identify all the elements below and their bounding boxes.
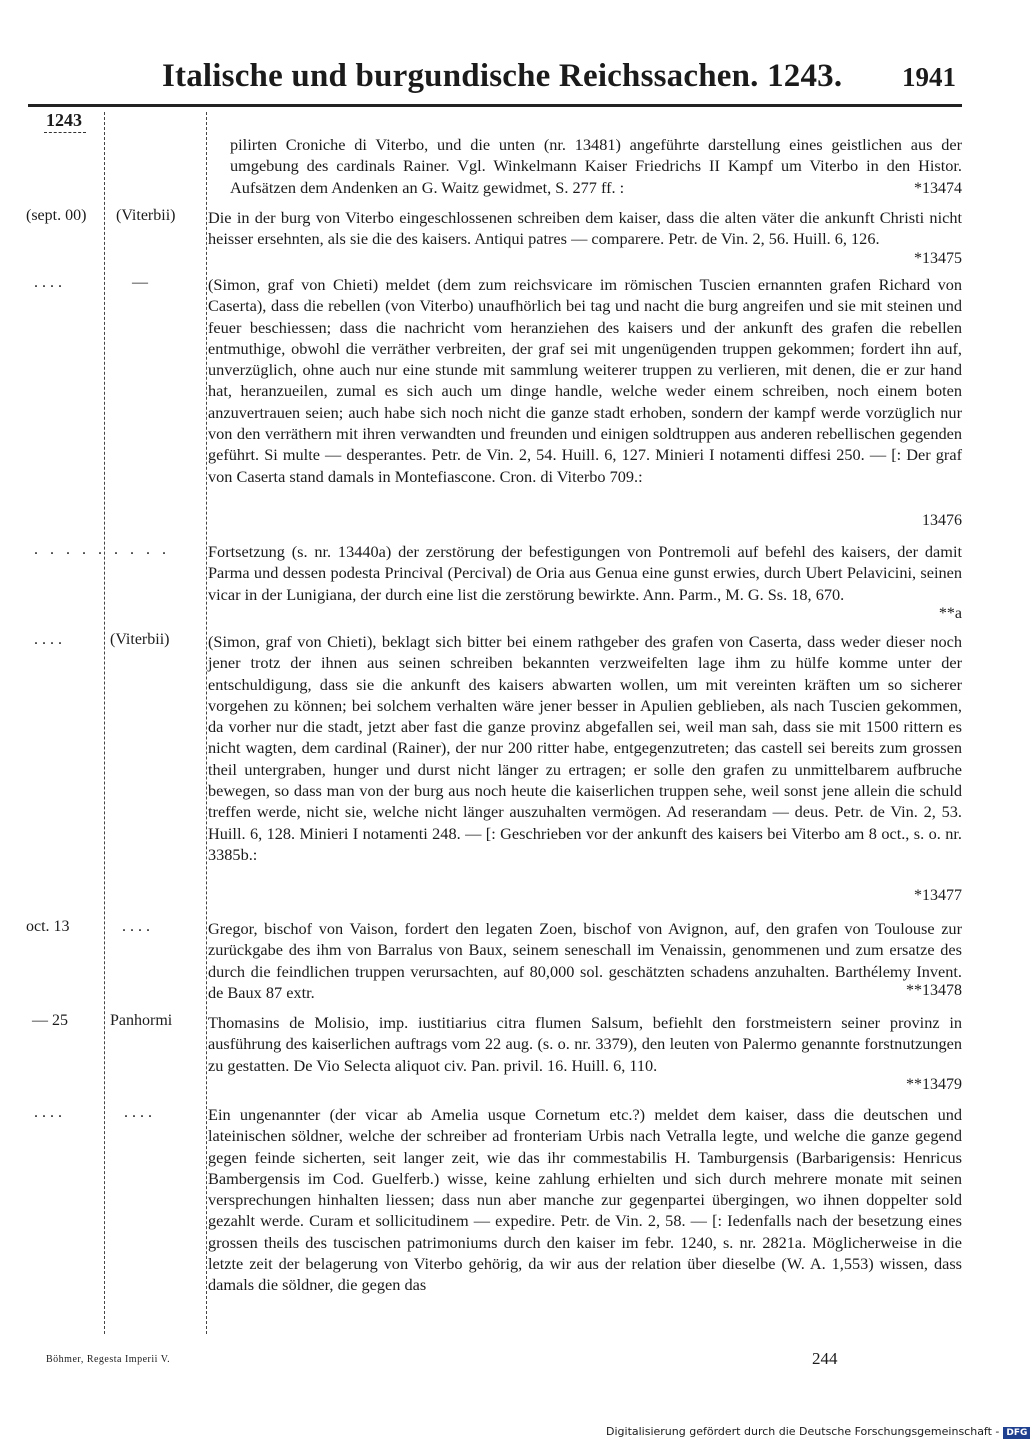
entry-place: Panhormi bbox=[110, 1012, 173, 1029]
entry-text: Thomasins de Molisio, imp. iustitiarius citra flumen Salsum, befiehlt den forstmeistern seiner provinz in ausführung des kaiserlichen auftrags vom 22 aug. (s. o. nr. 3379), den leuten von Palermo genannte forstnutzungen zu gestatten. De Vio Selecta aliquot civ. Pan. privil. 16. Huill. 6, 110. bbox=[208, 1013, 962, 1075]
entry-number: *13475 bbox=[914, 250, 962, 267]
header-rule bbox=[28, 104, 962, 107]
entry-text: pilirten Croniche di Viterbo, und die unten (nr. 13481) angeführte darstellung eines geistlichen aus der umgebung des cardinals Rainer. Vgl. Winkelmann Kaiser Friedrichs II Kampf um Viterbo in den Histor. Aufsätzen dem Andenken an G. Waitz gewidmet, S. 277 ff. : bbox=[230, 135, 962, 197]
entry-place: — bbox=[132, 274, 148, 291]
entry-date: . . . . bbox=[34, 1104, 62, 1121]
entry-number: 13476 bbox=[922, 512, 962, 529]
entry-number: *13477 bbox=[914, 887, 962, 904]
entry-place: (Viterbii) bbox=[116, 207, 176, 224]
entry-date: — 25 bbox=[32, 1012, 68, 1029]
entry-place: . . . . bbox=[124, 1104, 152, 1121]
entry-date: . . . . bbox=[34, 631, 62, 648]
entry-number: **13478 bbox=[906, 982, 962, 999]
entry-date: oct. 13 bbox=[26, 918, 70, 935]
entry-date: . . . . bbox=[34, 274, 62, 291]
entry-date: (sept. 00) bbox=[26, 207, 87, 224]
entry-text: Gregor, bischof von Vaison, fordert den legaten Zoen, bischof von Avignon, auf, den grafen von Toulouse zur zurückgabe des ihm von Barralus von Baux, seinem seneschall im Venaissin, genommenen und zum ersatze des durch die feindlichen truppen verursachten, auf 80,000 sol. geschätzten schadens anzuhalten. Barthélemy Invent. de Baux 87 extr. bbox=[208, 919, 962, 1002]
footer-page-number: 244 bbox=[812, 1349, 838, 1368]
dfg-logo: DFG bbox=[1003, 1427, 1030, 1439]
entry-place: . . . . bbox=[122, 918, 150, 935]
entry-number: **a bbox=[938, 605, 962, 622]
entry-text: Ein ungenannter (der vicar ab Amelia usque Cornetum etc.?) meldet dem kaiser, dass die deutschen und lateinischen söldner, welche der schreiber ad fronteriam Urbis nach Vetralla legte, und welche die ganze gegend gegen feinde sicherten, seit langer zeit, wie das ihr commestabilis H. Tamburgensis (Barbarigensis: Henricus Bambergensis im Cod. Guelferb.) wisse, keine zahlung erhielten und sich durch mehrere monate mit seinen versprechungen hinhalten liessen; dass nun aber manche zur gegenpartei übergingen, wo ihnen doppelter sold gezahlt werde. Curam et sollicitudinem — expedire. Petr. de Vin. 2, 58. — [: Iedenfalls nach der besetzung eines grossen theils des tuscischen patrimoniums durch den kaiser im febr. 1240, s. nr. 2821a. Möglicherweise in die letzte zeit der belagerung von Viterbo gehörig, da wir aus der relation über dieselbe (W. A. 1,553) wissen, dass damals die söldner, die gegen das bbox=[208, 1105, 962, 1295]
entry-number: **13479 bbox=[906, 1076, 962, 1093]
entry-number: *13474 bbox=[914, 180, 962, 197]
entry-text: (Simon, graf von Chieti) meldet (dem zum reichsvicare im römischen Tuscien ernannten grafen Richard von Caserta), dass die rebellen (von Viterbo) unaufhörlich bei tag und nacht die burg angreifen und sie mit steinen und feuer beschiessen; dass die nachricht vom heranziehen des kaisers und der ankunft des grafen die rebellen entmuthige, obwohl die verräther verbreiten, der graf sei mit ungenügenden truppen gekommen; fordert ihn auf, unverzüglich, ohne auch nur eine stunde mit sammlung weiterer truppen zu verlieren, mit denen, die er zur hand hat, heranzueilen, zumal es sich auch um dinge handle, welche weder einem schreiben, noch einem boten anzuvertrauen seien; auch habe sich noch nicht die ganze stadt erhoben, sondern der kampf werde vorzüglich nur von den verräthern mit ihren verwandten und freunden und einigen soldtruppen aus anderen rebellischen gegenden geführt. Si multe — desperantes. Petr. de Vin. 2, 54. Huill. 6, 127. Minieri I notamenti diffesi 250. — [: Der graf von Caserta stand damals in Montefiascone. Cron. di Viterbo 709.: bbox=[208, 275, 962, 486]
entry-text: Fortsetzung (s. nr. 13440a) der zerstörung der befestigungen von Pontremoli auf befehl des kaisers, der damit Parma und dessen podesta Princival (Percival) de Oria aus Genua eine gunst erwies, durch Ubert Pelavicini, seinen vicar in der Lunigiana, der durch eine list die zerstörung bewirkte. Ann. Parm., M. G. Ss. 18, 670. bbox=[208, 542, 962, 604]
year-marker: 1243 bbox=[44, 110, 86, 133]
digitization-credit bbox=[606, 1425, 1030, 1439]
credit-text: Digitalisierung gefördert durch die Deutsche Forschungsgemeinschaft - bbox=[606, 1425, 1000, 1438]
entry-text: (Simon, graf von Chieti), beklagt sich bitter bei einem rathgeber des grafen von Caserta, dass weder dieser noch jener trotz der ihnen aus seinen schreiben bekannten verzweifelten lage ihm zu hülfe komme unter der entschuldigung, dass sie die ankunft des kaisers abwarten wollen, um mit vereinten kräften um so sicherer vorgehen zu können; bei solchem verhalten wäre jener besser in Apulien geblieben, als nach Tuscien gekommen, da vorher nur die stadt, jetzt aber fast die ganze provinz abgefallen sei, weil man sah, dass sie mit 1500 rittern es nicht wagten, dem cardinal (Rainer), der nur 200 ritter habe, entgegenzutreten; das castell sei bereits zum grossen theil untergraben, hunger und durst nicht länger zu ertragen; er solle den grafen zu unmittelbarem aufbruche bewegen, so dass man von der burg aus noch heute die kaiserlichen truppen sehe, weil sonst jene allein die schuld treffen werde, nicht sie, welche nicht länger auszuhalten vermögen. Ad reserandam — deus. Petr. de Vin. 2, 53. Huill. 6, 128. Minieri I notamenti 248. — [: Geschrieben vor der ankunft des kaisers bei Viterbo am 8 oct., s. o. nr. 3385b.: bbox=[208, 632, 962, 864]
date-column-divider bbox=[104, 112, 105, 1334]
entry-date: . . . . . . . . . bbox=[34, 541, 170, 558]
page-header-title: Italische und burgundische Reichssachen. 1243. bbox=[162, 58, 843, 94]
page-number: 1941 bbox=[902, 62, 956, 92]
place-column-divider bbox=[206, 112, 207, 1334]
footer-source: Böhmer, Regesta Imperii V. bbox=[46, 1354, 171, 1365]
entry-place: (Viterbii) bbox=[110, 631, 170, 648]
entry-text: Die in der burg von Viterbo eingeschlossenen schreiben dem kaiser, dass die alten väter die ankunft Christi nicht heisser ersehnten, als sie die des kaisers. Antiqui patres — comparere. Petr. de Vin. 2, 56. Huill. 6, 126. bbox=[208, 208, 962, 249]
